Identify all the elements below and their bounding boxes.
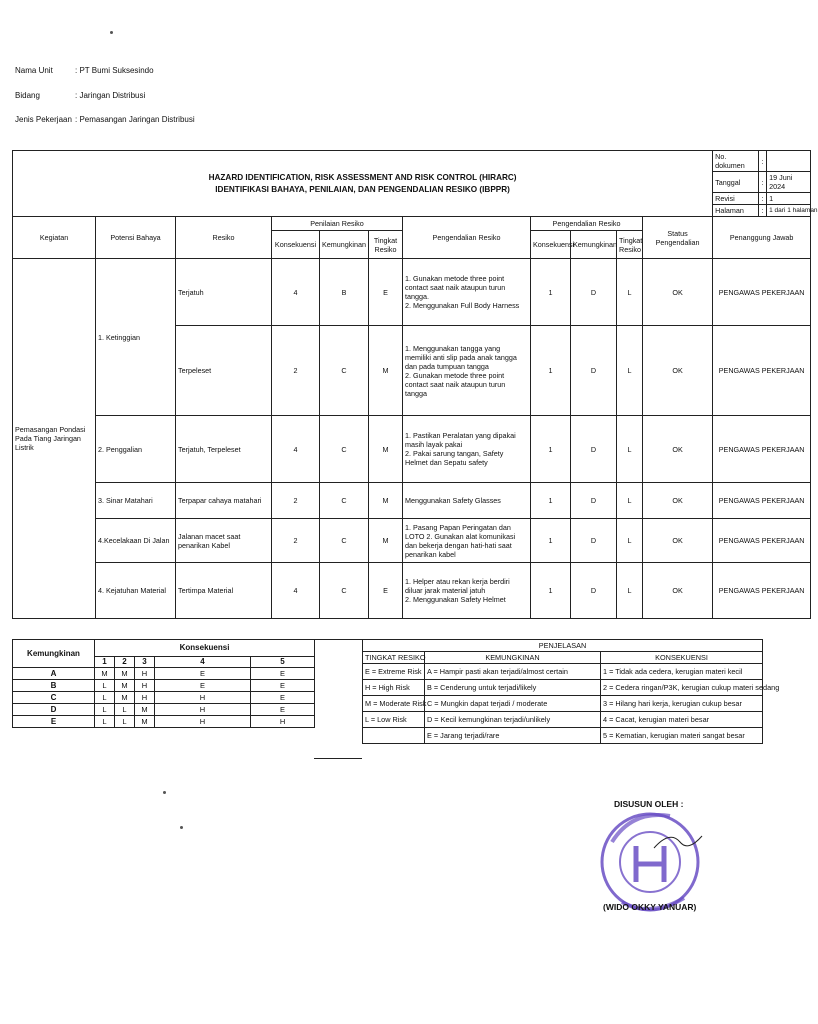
col-konsekuensi-2: Konsekuensi <box>531 231 571 259</box>
residual-konsekuensi-cell: 1 <box>531 326 571 416</box>
legend-h-tingkat: TINGKAT RESIKO <box>363 652 425 664</box>
colon: : <box>759 205 767 217</box>
work-label: Jenis Pekerjaan <box>15 115 72 124</box>
matrix-row-label: B <box>13 680 95 692</box>
matrix-cell: M <box>95 668 115 680</box>
matrix-col-label: 2 <box>115 657 135 668</box>
scan-speck <box>163 791 166 794</box>
matrix-row <box>13 716 315 728</box>
matrix-cell: L <box>95 716 115 728</box>
residual-kemungkinan-cell: D <box>571 326 617 416</box>
control-cell: 1. Gunakan metode three point contact saat naik ataupun turun tangga. 2. Menggunakan Full Body Harness <box>403 259 531 326</box>
konsekuensi-cell: 2 <box>272 519 320 563</box>
col-resiko: Resiko <box>176 217 272 259</box>
residual-konsekuensi-cell: 1 <box>531 563 571 619</box>
residual-konsekuensi-cell: 1 <box>531 416 571 483</box>
konsekuensi-cell: 4 <box>272 259 320 326</box>
kemungkinan-cell: C <box>320 519 369 563</box>
colon: : <box>759 151 767 172</box>
risk-cell: Jalanan macet saat penarikan Kabel <box>176 519 272 563</box>
matrix-cell: E <box>155 668 251 680</box>
hazard-row <box>13 563 811 619</box>
pj-cell: PENGAWAS PEKERJAAN <box>713 563 811 619</box>
scan-speck <box>180 826 183 829</box>
col-konsekuensi: Konsekuensi <box>272 231 320 259</box>
field-line <box>15 91 145 101</box>
konsekuensi-cell: 2 <box>272 326 320 416</box>
matrix-row <box>13 668 315 680</box>
konsekuensi-cell: 4 <box>272 563 320 619</box>
page-label: Halaman <box>713 205 759 217</box>
col-penilaian: Penilaian Resiko <box>272 217 403 231</box>
control-cell: 1. Pasang Papan Peringatan dan LOTO 2. Gunakan alat komunikasi dan bekerja dengan hati-hati saat penarikan kabel <box>403 519 531 563</box>
pj-cell: PENGAWAS PEKERJAAN <box>713 416 811 483</box>
matrix-cell: M <box>135 716 155 728</box>
legend-title: PENJELASAN <box>363 640 763 652</box>
col-potensi: Potensi Bahaya <box>96 217 176 259</box>
konsekuensi-cell: 2 <box>272 483 320 519</box>
matrix-row-label: C <box>13 692 95 704</box>
col-status: Status Pengendalian <box>643 217 713 259</box>
matrix-cell: L <box>95 692 115 704</box>
doc-no-value <box>767 151 811 172</box>
legend-kemungkinan-cell: C = Mungkin dapat terjadi / moderate <box>425 696 601 712</box>
tingkat-cell: M <box>369 483 403 519</box>
matrix-cell: L <box>115 716 135 728</box>
matrix-cell: H <box>251 716 315 728</box>
matrix-cell: H <box>135 668 155 680</box>
matrix-cell: M <box>115 692 135 704</box>
pj-cell: PENGAWAS PEKERJAAN <box>713 259 811 326</box>
potensi-cell: 1. Ketinggian <box>96 259 176 416</box>
control-cell: 1. Menggunakan tangga yang memiliki anti slip pada anak tangga dan pada tumpuan tangga 2. Gunakan metode three point contact saat naik ataupun turun tangga <box>403 326 531 416</box>
colon: : <box>759 172 767 193</box>
field-value: : Jaringan Distribusi <box>75 91 146 100</box>
legend-row <box>363 728 763 744</box>
matrix-cell: E <box>251 668 315 680</box>
legend-h-kemungkinan: KEMUNGKINAN <box>425 652 601 664</box>
date-label: Tanggal <box>713 172 759 193</box>
matrix-cell: H <box>155 716 251 728</box>
signature-label: DISUSUN OLEH : <box>614 799 684 809</box>
control-cell: 1. Helper atau rekan kerja berdiri diluar jarak material jatuh 2. Menggunakan Safety Helmet <box>403 563 531 619</box>
potensi-cell: 4. Kejatuhan Material <box>96 563 176 619</box>
residual-konsekuensi-cell: 1 <box>531 519 571 563</box>
legend-row <box>363 696 763 712</box>
kemungkinan-cell: C <box>320 326 369 416</box>
pj-cell: PENGAWAS PEKERJAAN <box>713 519 811 563</box>
matrix-row-label: D <box>13 704 95 716</box>
tingkat-cell: E <box>369 563 403 619</box>
kemungkinan-cell: C <box>320 483 369 519</box>
col-tingkat-2: Tingkat Resiko <box>617 231 643 259</box>
matrix-cell: H <box>155 692 251 704</box>
matrix-row <box>13 704 315 716</box>
col-tingkat: Tingkat Resiko <box>369 231 403 259</box>
status-cell: OK <box>643 563 713 619</box>
hazard-row <box>13 483 811 519</box>
page-value: 1 dari 1 halaman <box>767 205 811 217</box>
unit-value: : PT Bumi Suksesindo <box>75 66 154 75</box>
rev-label: Revisi <box>713 193 759 205</box>
matrix-col-label: 1 <box>95 657 115 668</box>
tingkat-cell: M <box>369 416 403 483</box>
legend-row <box>363 712 763 728</box>
legend-tingkat-cell <box>363 728 425 744</box>
legend-konsekuensi-cell: 3 = Hilang hari kerja, kerugian cukup besar <box>601 696 763 712</box>
date-value: 19 Juni 2024 <box>767 172 811 193</box>
risk-matrix <box>12 639 315 728</box>
status-cell: OK <box>643 416 713 483</box>
unit-label: Nama Unit <box>15 66 53 75</box>
matrix-row <box>13 692 315 704</box>
matrix-cell: H <box>155 704 251 716</box>
risk-cell: Terjatuh, Terpeleset <box>176 416 272 483</box>
matrix-cell: L <box>115 704 135 716</box>
residual-kemungkinan-cell: D <box>571 563 617 619</box>
legend-tingkat-cell: L = Low Risk <box>363 712 425 728</box>
matrix-col-header: Konsekuensi <box>95 640 315 657</box>
tingkat-cell: M <box>369 519 403 563</box>
tingkat-cell: E <box>369 259 403 326</box>
residual-tingkat-cell: L <box>617 259 643 326</box>
residual-kemungkinan-cell: D <box>571 416 617 483</box>
doc-no-label: No. dokumen <box>713 151 759 172</box>
table-gap <box>314 639 362 759</box>
residual-tingkat-cell: L <box>617 326 643 416</box>
kemungkinan-cell: B <box>320 259 369 326</box>
col-kemungkinan-2: Kemungkinan <box>571 231 617 259</box>
legend-konsekuensi-cell: 5 = Kematian, kerugian materi sangat besar <box>601 728 763 744</box>
residual-kemungkinan-cell: D <box>571 519 617 563</box>
matrix-cell: H <box>135 680 155 692</box>
control-cell: Menggunakan Safety Glasses <box>403 483 531 519</box>
risk-cell: Terpeleset <box>176 326 272 416</box>
matrix-col-label: 3 <box>135 657 155 668</box>
legend-konsekuensi-cell: 2 = Cedera ringan/P3K, kerugian cukup materi sedang <box>601 680 763 696</box>
legend-tingkat-cell: E = Extreme Risk <box>363 664 425 680</box>
hirarc-table <box>12 150 818 619</box>
legend-kemungkinan-cell: E = Jarang terjadi/rare <box>425 728 601 744</box>
matrix-row-label: E <box>13 716 95 728</box>
matrix-row-header: Kemungkinan <box>13 640 95 668</box>
hazard-row <box>13 519 811 563</box>
legend-kemungkinan-cell: B = Cenderung untuk terjadi/likely <box>425 680 601 696</box>
unit-line <box>15 66 154 76</box>
legend-row <box>363 680 763 696</box>
matrix-cell: M <box>135 704 155 716</box>
matrix-cell: M <box>115 680 135 692</box>
matrix-cell: H <box>135 692 155 704</box>
residual-tingkat-cell: L <box>617 519 643 563</box>
matrix-cell: M <box>115 668 135 680</box>
scan-speck <box>110 31 113 34</box>
status-cell: OK <box>643 259 713 326</box>
control-cell: 1. Pastikan Peralatan yang dipakai masih layak pakai 2. Pakai sarung tangan, Safety Helmet dan Sepatu safety <box>403 416 531 483</box>
activity-cell: Pemasangan Pondasi Pada Tiang Jaringan Listrik <box>13 259 96 619</box>
hazard-row <box>13 416 811 483</box>
risk-cell: Terpapar cahaya matahari <box>176 483 272 519</box>
status-cell: OK <box>643 326 713 416</box>
hazard-row <box>13 259 811 326</box>
legend-h-konsekuensi: KONSEKUENSI <box>601 652 763 664</box>
col-pj: Penanggung Jawab <box>713 217 811 259</box>
col-kegiatan: Kegiatan <box>13 217 96 259</box>
residual-tingkat-cell: L <box>617 483 643 519</box>
residual-tingkat-cell: L <box>617 416 643 483</box>
matrix-cell: E <box>251 680 315 692</box>
matrix-col-label: 4 <box>155 657 251 668</box>
colon: : <box>759 193 767 205</box>
risk-cell: Terjatuh <box>176 259 272 326</box>
potensi-cell: 4.Kecelakaan Di Jalan <box>96 519 176 563</box>
legend-konsekuensi-cell: 1 = Tidak ada cedera, kerugian materi kecil <box>601 664 763 680</box>
risk-cell: Tertimpa Material <box>176 563 272 619</box>
residual-tingkat-cell: L <box>617 563 643 619</box>
matrix-row <box>13 680 315 692</box>
legend-tingkat-cell: H = High Risk <box>363 680 425 696</box>
kemungkinan-cell: C <box>320 416 369 483</box>
col-pengendalian-group: Pengendalian Resiko <box>531 217 643 231</box>
residual-konsekuensi-cell: 1 <box>531 259 571 326</box>
col-kemungkinan: Kemungkinan <box>320 231 369 259</box>
residual-konsekuensi-cell: 1 <box>531 483 571 519</box>
residual-kemungkinan-cell: D <box>571 483 617 519</box>
potensi-cell: 2. Penggalian <box>96 416 176 483</box>
status-cell: OK <box>643 483 713 519</box>
tingkat-cell: M <box>369 326 403 416</box>
pj-cell: PENGAWAS PEKERJAAN <box>713 483 811 519</box>
col-pengendalian: Pengendalian Resiko <box>403 217 531 259</box>
kemungkinan-cell: C <box>320 563 369 619</box>
title-en: HAZARD IDENTIFICATION, RISK ASSESSMENT AND RISK CONTROL (HIRARC) <box>208 172 517 182</box>
work-value: : Pemasangan Jaringan Distribusi <box>75 115 195 124</box>
status-cell: OK <box>643 519 713 563</box>
legend-row <box>363 664 763 680</box>
legend-tingkat-cell: M = Moderate Risk <box>363 696 425 712</box>
rev-value: 1 <box>767 193 811 205</box>
matrix-col-label: 5 <box>251 657 315 668</box>
work-line <box>15 115 195 125</box>
matrix-cell: E <box>155 680 251 692</box>
matrix-cell: E <box>251 704 315 716</box>
legend-table <box>362 639 780 744</box>
legend-konsekuensi-cell: 4 = Cacat, kerugian materi besar <box>601 712 763 728</box>
title-id: IDENTIFIKASI BAHAYA, PENILAIAN, DAN PENGENDALIAN RESIKO (IBPPR) <box>215 184 510 194</box>
field-label: Bidang <box>15 91 40 100</box>
legend-kemungkinan-cell: D = Kecil kemungkinan terjadi/unlikely <box>425 712 601 728</box>
legend-kemungkinan-cell: A = Hampir pasti akan terjadi/almost certain <box>425 664 601 680</box>
pj-cell: PENGAWAS PEKERJAAN <box>713 326 811 416</box>
konsekuensi-cell: 4 <box>272 416 320 483</box>
residual-kemungkinan-cell: D <box>571 259 617 326</box>
signature-name: (WIDO OKKY YANUAR) <box>603 902 697 912</box>
matrix-row-label: A <box>13 668 95 680</box>
potensi-cell: 3. Sinar Matahari <box>96 483 176 519</box>
matrix-cell: L <box>95 680 115 692</box>
matrix-cell: E <box>251 692 315 704</box>
matrix-cell: L <box>95 704 115 716</box>
